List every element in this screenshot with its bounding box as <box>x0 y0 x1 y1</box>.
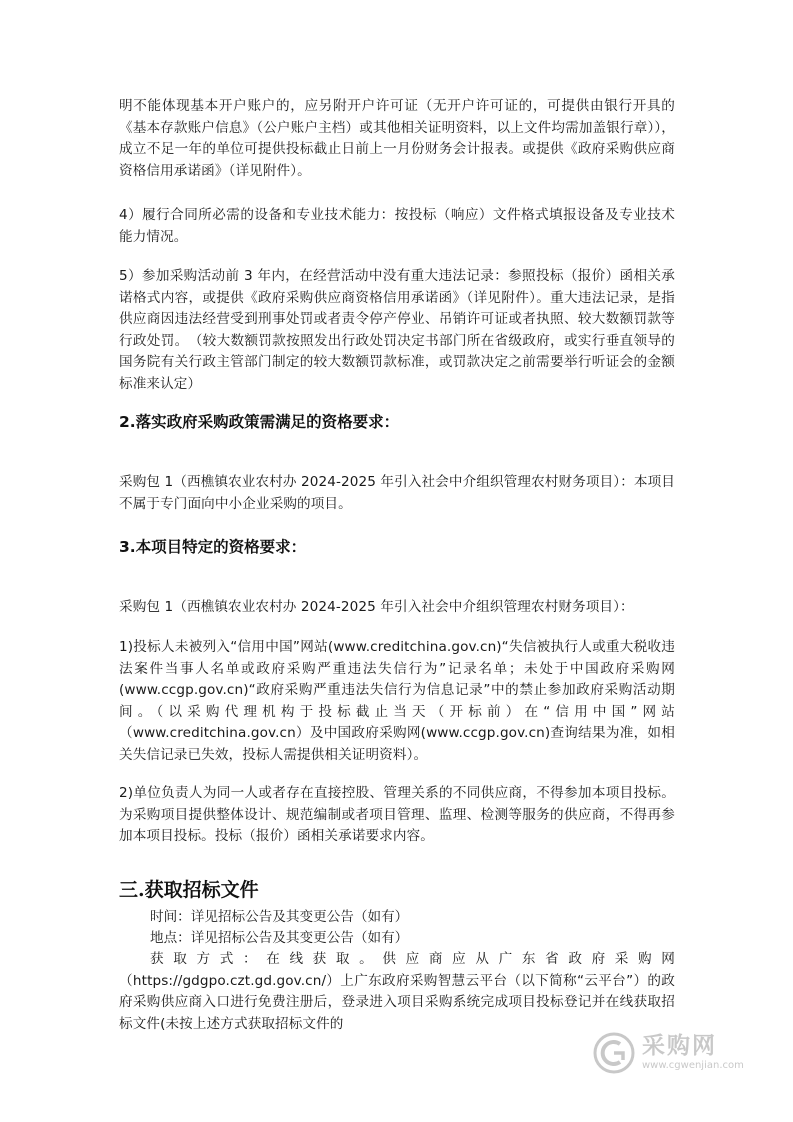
paragraph-violation-record: 5）参加采购活动前 3 年内，在经营活动中没有重大违法记录：参照投标（报价）函相关承诺格式内容，或提供《政府采购供应商资格信用承诺函》（详见附件）。重大违法记录，是指供应商因违法经营受到刑事处罚或者责令停产停业、吊销许可证或者执照、较大数额罚款等行政处罚。 （较大数额罚款按照发出行政处罚决定书部门所在省级政府，或实行垂直领导的国务院有关行政主管部门制定的较大数额罚款标准，或罚款决定之前需要举行听证会的金额标准来认定） <box>119 268 675 392</box>
paragraph-credit-record: 1)投标人未被列入“信用中国”网站(www.creditchina.gov.cn)“失信被执行人或重大税收违法案件当事人名单或政府采购严重违法失信行为”记录名单；未处于中国政府采购网(www.ccgp.gov.cn)“政府采购严重违法失信行为信息记录”中的禁止参加政府采购活动期间。（以采购代理机构于投标截止当天（开标前）在“信用中国”网站（www.creditchina.gov.cn）及中国政府采购网(www.ccgp.gov.cn)查询结果为准，如相关失信记录已失效，投标人需提供相关证明资料）。 <box>119 639 675 763</box>
watermark-url: www.cgwenjian.com <box>642 1060 744 1071</box>
heading-specific-requirements: 3.本项目特定的资格要求： <box>119 538 307 556</box>
paragraph-equipment: 4）履行合同所必需的设备和专业技术能力：按投标（响应）文件格式填报设备及专业技术能力情况。 <box>119 207 675 245</box>
heading-policy-requirements: 2.落实政府采购政策需满足的资格要求： <box>119 413 400 431</box>
cg-logo-icon <box>592 1031 636 1075</box>
paragraph-policy-package: 采购包 1（西樵镇农业农村办 2024-2025 年引入社会中介组织管理农村财务项目）：本项目不属于专门面向中小企业采购的项目。 <box>119 474 675 512</box>
time-line: 时间：详见招标公告及其变更公告（如有） <box>150 909 409 925</box>
paragraph-bank-account: 明不能体现基本开户账户的，应另附开户许可证（无开户许可证的，可提供由银行开具的《基本存款账户信息》（公户账户主档）或其他相关证明资料，以上文件均需加盖银行章）），成立不足一年的单位可提供投标截止日前上一月份财务会计报表。或提供《政府采购供应商资格信用承诺函》（详见附件）。 <box>119 98 675 179</box>
watermark-name: 采购网 <box>642 1033 717 1059</box>
place-line: 地点：详见招标公告及其变更公告（如有） <box>150 930 409 946</box>
paragraph-specific-package: 采购包 1（西樵镇农业农村办 2024-2025 年引入社会中介组织管理农村财务项目）： <box>119 599 634 615</box>
watermark <box>592 1028 782 1078</box>
section-heading-obtain-documents: 三.获取招标文件 <box>119 879 259 901</box>
paragraph-related-suppliers: 2)单位负责人为同一人或者存在直接控股、管理关系的不同供应商，不得参加本项目投标。为采购项目提供整体设计、规范编制或者项目管理、监理、检测等服务的供应商，不得再参加本项目投标。投标（报价）函相关承诺要求内容。 <box>119 785 675 844</box>
method-paragraph: 获取方式：在线获取。供应商应从广东省政府采购网（https://gdgpo.czt.gd.gov.cn/）上广东政府采购智慧云平台（以下简称“云平台”）的政府采购供应商入口进行免费注册后，登录进入项目采购系统完成项目投标登记并在线获取招标文件(未按上述方式获取招标文件的 <box>119 951 675 1032</box>
